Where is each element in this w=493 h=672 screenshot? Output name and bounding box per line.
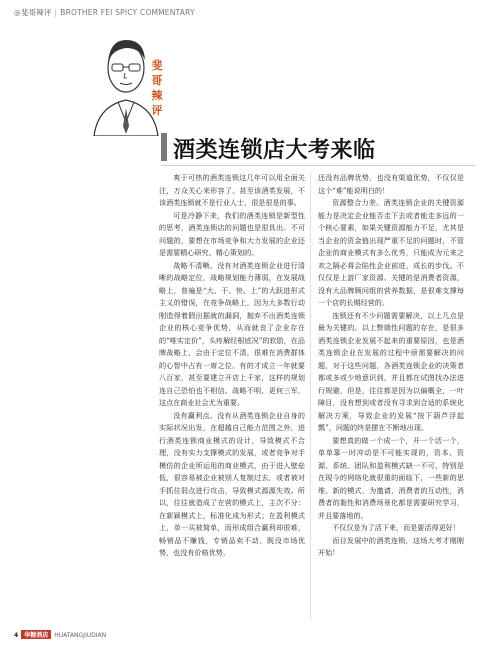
left-column <box>159 172 305 560</box>
paragraph: 要想真的做一个成一个，开一个活一个，单单靠一时冲动是不可能实现的，资本、资源、系统、团队和盈利模式缺一不可，特别是在现今的网络化就很重的面临下，一些新的思维、新的模式，为邀请，消费者的互动性，消费者的黏性和消费场景化都是需要研究学习，并且要落地的。 <box>318 435 464 520</box>
column-logo-char: 哥 <box>151 74 163 87</box>
paragraph: 资源整合力差。酒类连锁企业的关键资源能力是决定企业能否走下去或者能走多远的一个核心要素，如果关键资源能力不足，尤其是当企业的资金链出现严重不足的问题时，不管企业的商业模式有多么优秀，只能成为元来之欢之隔必将会陷性企业前进、成长的步伐。不仅仅是上游厂家资源、关键的是消费者资源，没有大品牌顾问组的营养数据，是很难支撑每一个店的长期经营的。 <box>318 198 464 307</box>
column-logo-char: 辣 <box>151 89 163 102</box>
paragraph: 而目发展中的酒类连锁，这场大考才刚刚开始！ <box>318 535 464 557</box>
paragraph: 爽于可热的酒类连锁这几年可以用全面关注，万众关心来形容了。甚至该酒类发展，不该酒类连锁就不是行业人士，很是很是的事。 <box>159 173 305 207</box>
paragraph: 战略不清晰。没有对酒类连锁企业进行清晰的战略定位，战略规划能力薄弱，在发展战略上，普遍是“大、干、快、上”的大跃进形式主义的错误，在竞争战略上，因为大多数行动刚造得着假出据就的漏洞，抛弃不出酒类连锁企业的核心竞争优势，从而就丧了企业存在的“唯实定价”，头疼解经根底况”的软肋，在品牌战略上，会由于定位不清，很难在消费群体的心智中占有一席之位。有的才成立一年就要八百家，甚至要建立开店上千家，这样的规划连自己恐怕也不相信。战略不明，更何三军，这点在商业社会尤为重要。 <box>159 260 305 407</box>
column-brand: ◎斐哥辣评 <box>14 8 52 17</box>
publication-pinyin: HUATANGJIUDIAN <box>54 632 107 639</box>
paragraph: 可是冷静下来，我们的酒类连锁是新型性的思考，酒类连锁店的问题也是很具出。不可问题的，要想在市场竞争和大力发展的企业还是需要精心研究、精心策划的。 <box>159 210 305 257</box>
column-logo-char: 斐 <box>151 59 163 72</box>
column-logo <box>143 58 171 118</box>
header-separator: | <box>54 8 58 17</box>
title-rule <box>161 165 475 166</box>
column-section-name: BROTHER FEI SPICY COMMENTARY <box>60 8 195 17</box>
column-divider <box>310 172 311 620</box>
right-column <box>318 172 464 560</box>
running-header <box>14 7 195 18</box>
article-title: 酒类连锁店大考来临 <box>173 138 376 163</box>
publication-badge: 华糖酒店 <box>21 630 51 639</box>
paragraph: 还没有品牌优势，也没有渠道优势，不仅仅是这个“难”能说明白的！ <box>318 173 464 195</box>
title-accent-bar <box>161 133 167 161</box>
column-logo-char: 评 <box>151 104 163 117</box>
paragraph: 不仅仅是为了活下来，而是要活得更好！ <box>332 523 460 532</box>
paragraph: 没有赢利点。没有从酒类连锁企业自身的实际状况出发，在超越自己能力范围之外，进行酒类连锁商业模式的设计，导致模式不合理，没有实力支撑模式的发展，或者竞争对手模仿的企业所运用的商业模式，由于进入壁垒低，很容易被企业被别人复制过去，或者被对手抓住弱点进行攻击，导致模式源源失效。所以，往往就造成了在营的模式上，主次不分：在新颖模式上，标准化成为形式；在盈利模式上，单一买被简单，而形成组合赢利却很难，畅销品不赚钱，专销品卖不动，既没市场优势，也没有价格优势， <box>159 410 305 557</box>
paragraph: 连锁还有不少问题需要解决，以上几点是最为关键的。以上弊端性问题的存在，是很多酒类连锁企业发展不起来的重要原因，也是酒类连锁企业在发展的过程中亟需要解决的问题，对于这些问题，各酒类连锁企业的决策者都或多或少地意识到，并且都在试图找办法进行规避，但是，往往都是因为以偏概全，一叶障目，没有想到或者没有寻求到合适的系统化解决方案，导致企业的发展“按下葫芦浮起瓢”，问题的终是摆在不断地出现。 <box>318 310 464 432</box>
page-number: 4 <box>14 632 19 639</box>
page-footer <box>14 630 106 639</box>
